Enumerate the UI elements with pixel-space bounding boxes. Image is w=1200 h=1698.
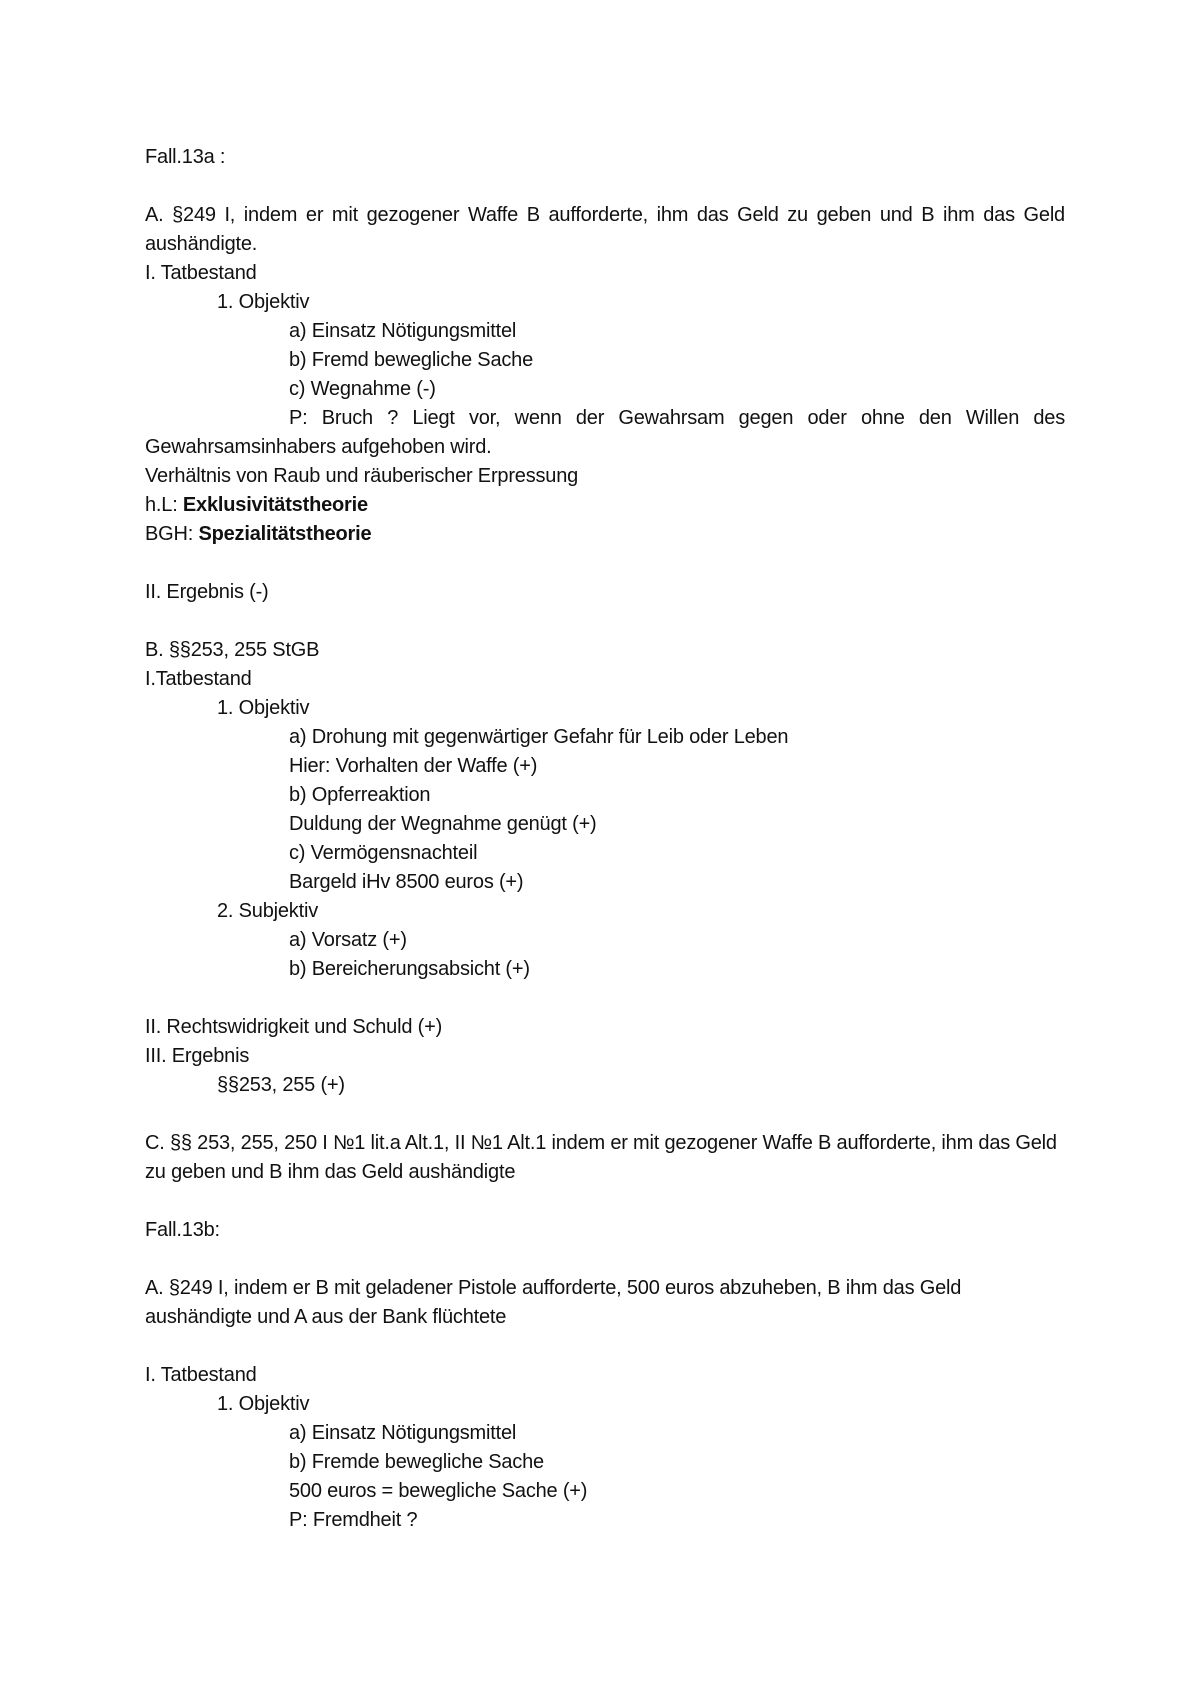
bgh-prefix: BGH:: [145, 523, 199, 545]
section-b-bereicherung: b) Bereicherungsabsicht (+): [289, 958, 530, 980]
section-a-item-c: c) Wegnahme (-): [289, 378, 436, 400]
section-d-problem: P: Fremdheit ?: [289, 1509, 418, 1531]
document-body: [145, 143, 1071, 1535]
section-a-bgh-line: [145, 520, 1065, 549]
section-d-item-b-detail: 500 euros = bewegliche Sache (+): [289, 1480, 588, 1502]
section-c-heading: C. §§ 253, 255, 250 I №1 lit.a Alt.1, II №1 Alt.1 indem er mit gezogener Waffe B aufforderte, ihm das Geld zu geben und B ihm das Geld aushändigte: [145, 1132, 1063, 1183]
spacer: [145, 549, 1065, 578]
spacer: [145, 607, 1065, 636]
spacer: [145, 984, 1065, 1013]
section-b-tatbestand: I.Tatbestand: [145, 668, 252, 690]
section-a-tatbestand: I. Tatbestand: [145, 262, 257, 284]
section-b-heading: B. §§253, 255 StGB: [145, 639, 320, 661]
hl-prefix: h.L:: [145, 494, 183, 516]
section-a-ergebnis: II. Ergebnis (-): [145, 581, 269, 603]
spacer: [145, 172, 1065, 201]
section-a-heading: A. §249 I, indem er mit gezogener Waffe B aufforderte, ihm das Geld zu geben und B ihm das Geld aushändigte.: [145, 204, 1071, 255]
section-b-item-b: b) Opferreaktion: [289, 784, 431, 806]
spacer: [145, 1332, 1065, 1361]
section-d-item-a: a) Einsatz Nötigungsmittel: [289, 1422, 517, 1444]
section-a-hl-line: [145, 491, 1065, 520]
section-d-heading: A. §249 I, indem er B mit geladener Pistole aufforderte, 500 euros abzuheben, B ihm das Geld aushändigte und A aus der Bank flüchtete: [145, 1277, 967, 1328]
section-a-problem-text: P: Bruch ? Liegt vor, wenn der Gewahrsam gegen oder ohne den Willen des Gewahrsamsinhabers aufgehoben wird.: [145, 407, 1071, 458]
section-a-objektiv: 1. Objektiv: [217, 291, 310, 313]
section-b-ergebnis-detail: §§253, 255 (+): [217, 1074, 345, 1096]
case-13b-title: Fall.13b:: [145, 1219, 220, 1241]
section-b-item-a-hier: Hier: Vorhalten der Waffe (+): [289, 755, 538, 777]
section-b-vorsatz: a) Vorsatz (+): [289, 929, 407, 951]
hl-theory: Exklusivitätstheorie: [182, 494, 368, 516]
section-a-item-b: b) Fremd bewegliche Sache: [289, 349, 534, 371]
section-a-problem: [145, 404, 1071, 462]
section-b-ergebnis: III. Ergebnis: [145, 1045, 250, 1067]
bgh-theory: Spezialitätstheorie: [198, 523, 372, 545]
spacer: [145, 1100, 1065, 1129]
section-d-item-b: b) Fremde bewegliche Sache: [289, 1451, 544, 1473]
section-b-item-a: a) Drohung mit gegenwärtiger Gefahr für Leib oder Leben: [289, 726, 789, 748]
section-b-subjektiv: 2. Subjektiv: [217, 900, 318, 922]
section-a-item-a: a) Einsatz Nötigungsmittel: [289, 320, 517, 342]
section-d-objektiv: 1. Objektiv: [217, 1393, 310, 1415]
spacer: [145, 1187, 1065, 1216]
case-13a-title: Fall.13a :: [145, 146, 226, 168]
section-b-rechtswidrigkeit: II. Rechtswidrigkeit und Schuld (+): [145, 1016, 443, 1038]
section-b-item-c-detail: Bargeld iHv 8500 euros (+): [289, 871, 524, 893]
section-b-item-c: c) Vermögensnachteil: [289, 842, 478, 864]
section-a-verhaeltnis: Verhältnis von Raub und räuberischer Erpressung: [145, 465, 579, 487]
section-d-tatbestand: I. Tatbestand: [145, 1364, 257, 1386]
spacer: [145, 1245, 1065, 1274]
section-b-objektiv: 1. Objektiv: [217, 697, 310, 719]
section-b-item-b-detail: Duldung der Wegnahme genügt (+): [289, 813, 597, 835]
